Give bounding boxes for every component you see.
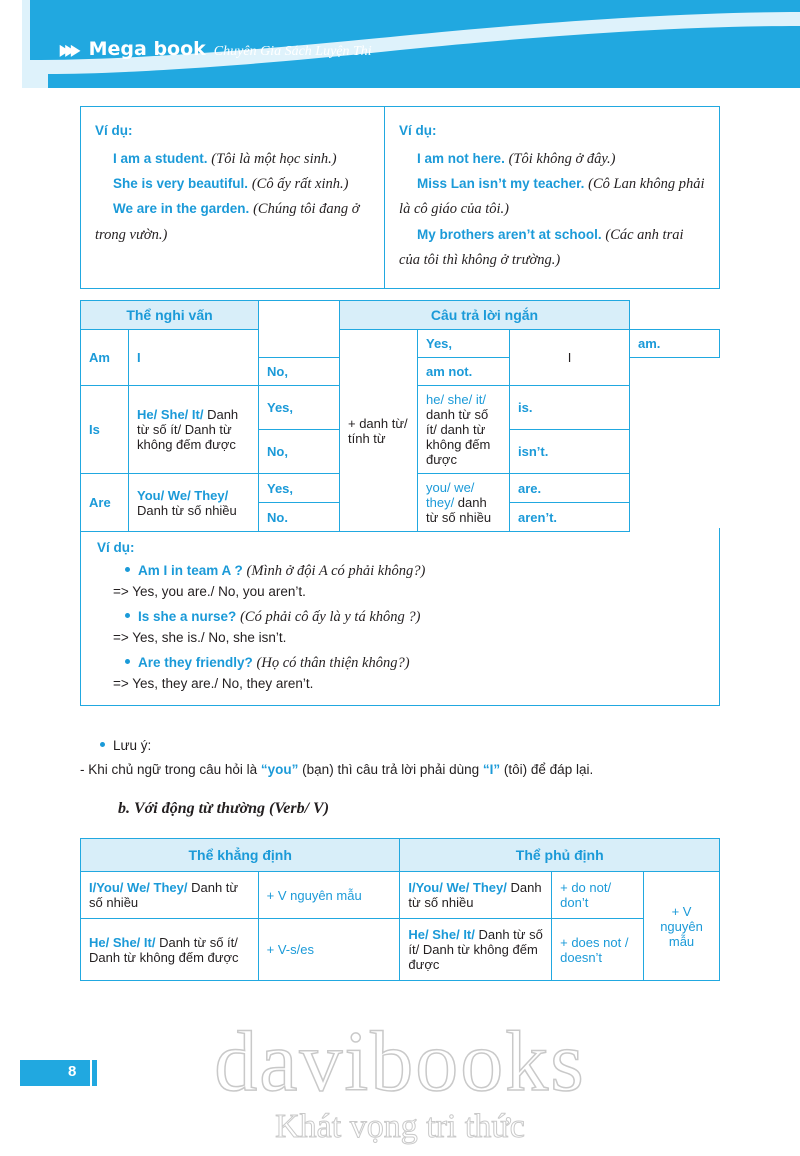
yes-end-am: am. (630, 330, 720, 358)
affirmative-subject-singular: He/ She/ It/ Danh từ số ít/ Danh từ không đếm được (81, 919, 259, 981)
example-answer: => Yes, she is./ No, she isn’t. (113, 630, 287, 645)
note-bullet-row (100, 738, 720, 753)
header-negative: Thể phủ định (400, 839, 720, 872)
example-english: Miss Lan isn’t my teacher. (417, 176, 585, 191)
subject-am: I (129, 330, 259, 386)
middle-spacer-cell (259, 301, 340, 358)
example-english: She is very beautiful. (113, 176, 249, 191)
header-affirmative: Thể khẳng định (81, 839, 400, 872)
answer-subject-is: he/ she/ it/ danh từ số ít/ danh từ không đếm được (418, 386, 510, 474)
watermark-main-text: davibooks (214, 1013, 586, 1109)
answer-subject-are: you/ we/ they/ danh từ số nhiều (418, 474, 510, 532)
example-english: My brothers aren’t at school. (417, 226, 602, 242)
header-interrogative: Thể nghi vấn (81, 301, 259, 330)
example-vietnamese: (Mình ở đội A có phải không?) (246, 563, 426, 579)
header-short-answer: Câu trả lời ngắn (340, 301, 630, 330)
examples-list-title: Ví dụ: (97, 540, 135, 555)
yes-are: Yes, (259, 474, 340, 503)
negative-subject-singular: He/ She/ It/ Danh từ số ít/ Danh từ không đếm được (400, 919, 552, 981)
affirmative-verb-singular: + V-s/es (258, 919, 400, 981)
aux-are: Are (81, 474, 129, 532)
table-row (81, 330, 720, 358)
question-form-table (80, 300, 720, 532)
section-subheading: b. Với động từ thường (Verb/ V) (118, 800, 330, 817)
example-vietnamese: (Cô Lan không phải là cô giáo của tôi.) (399, 176, 705, 218)
affirmative-subject-plural: I/You/ We/ They/ Danh từ số nhiều (81, 872, 259, 919)
example-english: Are they friendly? (138, 655, 253, 670)
example-english: Am I in team A ? (138, 563, 243, 578)
aux-am: Am (81, 330, 129, 386)
example-answer: => Yes, they are./ No, they aren’t. (113, 676, 314, 691)
note-label: Lưu ý: (113, 738, 152, 753)
example-english: We are in the garden. (113, 201, 250, 217)
example-line (399, 172, 705, 223)
example-vietnamese: (Có phải cô ấy là y tá không ?) (240, 609, 421, 625)
example-english: I am not here. (417, 150, 505, 166)
example-vietnamese: (Các anh trai của tôi thì không ở trường.) (399, 226, 684, 269)
example-vietnamese: (Tôi không ở đây.) (508, 150, 616, 167)
watermark (0, 1013, 800, 1146)
bullet-icon (125, 659, 130, 664)
example-vietnamese: (Tôi là một học sinh.) (211, 150, 337, 167)
bullet-icon (125, 567, 130, 572)
list-item (125, 609, 703, 626)
example-vietnamese: (Cô ấy rất xinh.) (251, 176, 349, 192)
no-is: No, (259, 430, 340, 474)
bullet-icon (125, 613, 130, 618)
example-english: Is she a nurse? (138, 609, 237, 624)
negative-subject-plural: I/You/ We/ They/ Danh từ số nhiều (400, 872, 552, 919)
negative-aux-singular: + does not / doesn’t (552, 919, 644, 981)
example-line (399, 223, 705, 274)
verb-form-table (80, 838, 720, 981)
example-line (399, 147, 705, 172)
examples-affirmative-column (81, 107, 385, 288)
example-line (95, 147, 370, 172)
no-end-am: am not. (418, 358, 510, 386)
yes-is: Yes, (259, 386, 340, 430)
example-english: I am a student. (113, 150, 208, 166)
examples-box (80, 106, 720, 289)
subject-are: You/ We/ They/ Danh từ số nhiều (129, 474, 259, 532)
no-are: No. (259, 503, 340, 532)
examples-negative-column (385, 107, 719, 288)
watermark-sub-text: Khát vọng tri thức (275, 1108, 525, 1145)
list-item (125, 563, 703, 580)
answer-subject-am: I (510, 330, 630, 386)
brand-logo (60, 38, 372, 60)
note-section (80, 738, 720, 777)
note-quoted-i: “I” (482, 762, 501, 777)
negative-aux-plural: + do not/ don’t (552, 872, 644, 919)
example-answer: => Yes, you are./ No, you aren’t. (113, 584, 306, 599)
yes-end-are: are. (510, 474, 630, 503)
table-row (81, 872, 720, 919)
note-quoted-you: “you” (260, 762, 299, 777)
brand-tagline: Chuyên Gia Sách Luyện Thi (213, 44, 372, 59)
table-row (81, 919, 720, 981)
example-line (95, 172, 370, 197)
example-vietnamese: (Họ có thân thiện không?) (256, 655, 410, 671)
page-number: 8 (68, 1063, 77, 1080)
yes-end-is: is. (510, 386, 630, 430)
example-vietnamese: (Chúng tôi đang ở trong vườn.) (95, 201, 360, 243)
table-header-row (81, 301, 720, 330)
brand-name: Mega book (88, 38, 206, 60)
yes-am: Yes, (418, 330, 510, 358)
examples-list-box (80, 528, 720, 706)
list-item (125, 655, 703, 672)
affirmative-verb-plural: + V nguyên mẫu (258, 872, 400, 919)
triple-chevron-right-icon: ▸▸▸ (60, 37, 77, 62)
examples-right-title: Ví dụ: (399, 123, 437, 138)
footer-accent-tick (92, 1060, 97, 1086)
subject-is: He/ She/ It/ Danh từ số ít/ Danh từ không đếm được (129, 386, 259, 474)
no-end-is: isn’t. (510, 430, 630, 474)
page-header (0, 0, 800, 88)
example-line (95, 197, 370, 248)
bullet-icon (100, 742, 105, 747)
examples-left-title: Ví dụ: (95, 123, 133, 138)
aux-is: Is (81, 386, 129, 474)
note-text: - Khi chủ ngữ trong câu hỏi là “you” (bạn) thì câu trả lời phải dùng “I” (tôi) để đáp lại. (80, 762, 594, 777)
no-am: No, (259, 358, 340, 386)
middle-complement: + danh từ/ tính từ (340, 330, 418, 532)
table-header-row (81, 839, 720, 872)
footer-accent-bar (20, 1060, 90, 1086)
no-end-are: aren’t. (510, 503, 630, 532)
negative-verb-base: + V nguyên mẫu (644, 872, 720, 981)
